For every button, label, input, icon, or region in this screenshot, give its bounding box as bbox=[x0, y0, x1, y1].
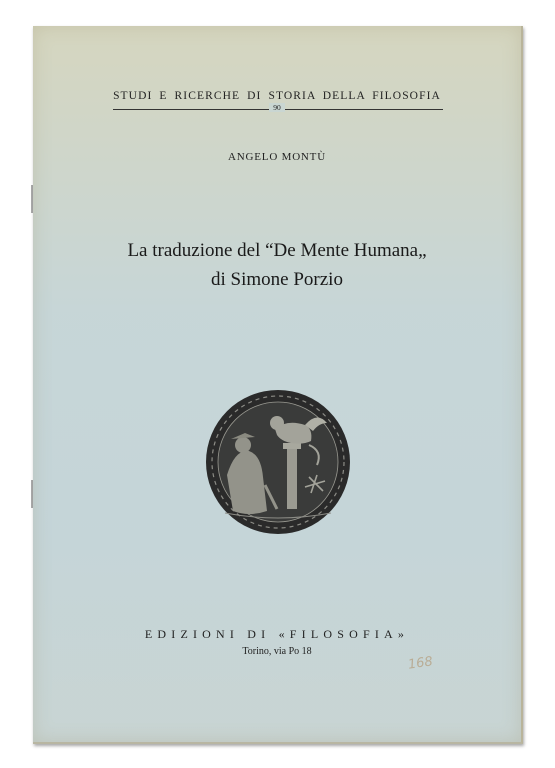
series-number-text: 90 bbox=[269, 103, 285, 112]
series-title: STUDI E RICERCHE DI STORIA DELLA FILOSOFIA bbox=[113, 90, 441, 102]
book-title bbox=[33, 236, 521, 294]
author-name: ANGELO MONTÙ bbox=[228, 151, 326, 163]
book-title-line1: La traduzione del “De Mente Humana„ bbox=[127, 240, 427, 261]
booklet-cover bbox=[33, 26, 523, 744]
publisher: EDIZIONI DI «FILOSOFIA» bbox=[144, 627, 410, 641]
publisher-address: Torino, via Po 18 bbox=[242, 646, 312, 657]
medallion-emblem bbox=[205, 389, 351, 535]
book-title-line2: di Simone Porzio bbox=[211, 269, 343, 290]
handwritten-note: 168 bbox=[407, 654, 434, 673]
series-number bbox=[33, 103, 521, 112]
